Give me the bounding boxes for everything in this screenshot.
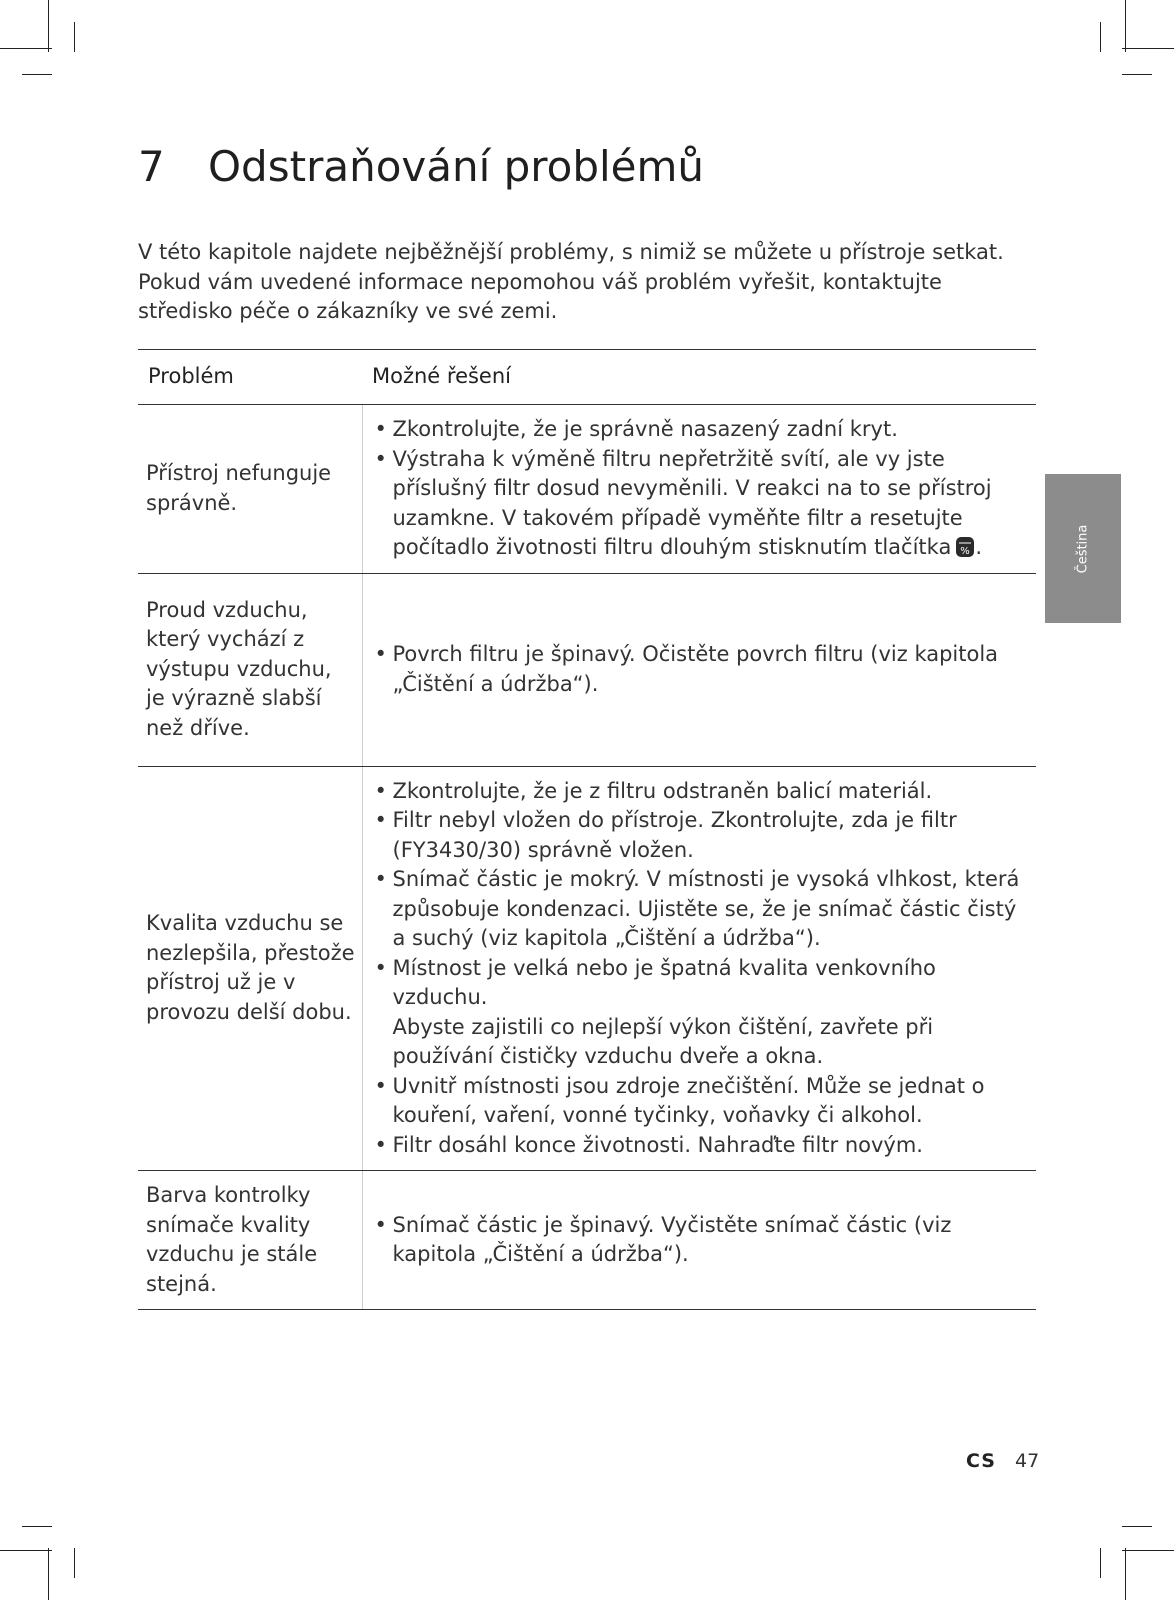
bullet: • <box>374 642 387 666</box>
crop-mark <box>1125 1548 1126 1600</box>
solution-list <box>373 777 1033 1161</box>
crop-mark <box>48 0 49 52</box>
table-header-row <box>138 350 1036 405</box>
crop-mark <box>1122 74 1152 75</box>
crop-mark <box>74 22 75 52</box>
crop-mark <box>1122 48 1174 49</box>
table-row <box>138 1171 1036 1310</box>
list-item: • Filtr dosáhl konce životnosti. Nahraďte filtr novým. <box>373 1131 1033 1161</box>
table-row <box>138 766 1036 1171</box>
list-item: • Filtr nebyl vložen do přístroje. Zkontrolujte, zda je filtr (FY3430/30) správně vložen. <box>374 808 957 862</box>
solution-cell <box>362 766 1036 1171</box>
crop-mark <box>1100 1548 1101 1578</box>
side-tab-label: Čeština <box>1075 524 1091 573</box>
crop-mark <box>22 1526 52 1527</box>
solution-list <box>373 1211 1033 1270</box>
intro-paragraph: V této kapitole najdete nejběžnější problémy, s nimiž se můžete u přístroje setkat. Pokud vám uvedené informace nepomohou váš problém vyřešit, kontaktujte středisko péče o zákazníky ve své zemi. <box>138 240 1004 323</box>
list-item: • Snímač částic je špinavý. Vyčistěte snímač částic (viz kapitola „Čištění a údržba“). <box>374 1212 952 1266</box>
list-item: • Povrch filtru je špinavý. Očistěte povrch filtru (viz kapitola „Čištění a údržba“). <box>374 642 999 696</box>
table-row <box>138 405 1036 574</box>
language-side-tab <box>1045 474 1121 623</box>
list-item-continuation: Abyste zajistili co nejlepší výkon čištění, zavřete při používání čističky vzduchu dveře a okna. <box>392 1014 934 1068</box>
troubleshooting-table <box>138 349 1036 1310</box>
problem-cell: Kvalita vzduchu se nezlepšila, přestože přístroj už je v provozu delší dobu. <box>138 766 362 1171</box>
svg-text:%: % <box>960 546 971 557</box>
crop-mark <box>0 1550 52 1551</box>
bullet: • <box>374 867 387 891</box>
list-item: • Výstraha k výměně filtru nepřetržitě svítí, ale vy jste příslušný filtr dosud nevyměnili. V reakci na to se přístroj uzamkne. V takovém případě vyměňte filtr a resetujte počítadlo životnosti filtru dlouhým stisknutím tlačítka % . <box>374 446 992 559</box>
crop-mark <box>22 74 52 75</box>
list-item: • Místnost je velká nebo je špatná kvalita venkovního vzduchu. Abyste zajistili co nejlepší výkon čištění, zavřete při používání čističky vzduchu dveře a okna. <box>373 954 1033 1072</box>
bullet: • <box>374 1132 387 1157</box>
column-header-solution: Možné řešení <box>362 350 1036 405</box>
solution-list <box>373 640 1033 699</box>
chapter-number: 7 <box>138 142 165 191</box>
column-header-problem: Problém <box>138 350 362 405</box>
footer-language-code: CS <box>966 1450 996 1472</box>
crop-mark <box>48 1548 49 1600</box>
bullet: • <box>374 778 387 803</box>
crop-mark <box>74 1548 75 1578</box>
bullet: • <box>374 808 387 832</box>
list-item: • Zkontrolujte, že je správně nasazený zadní kryt. <box>373 415 1033 445</box>
solution-cell <box>362 405 1036 574</box>
problem-cell: Proud vzduchu, který vychází z výstupu vzduchu, je výrazně slabší než dříve. <box>138 573 362 766</box>
filter-reset-button-icon <box>955 536 975 558</box>
bullet: • <box>374 446 387 471</box>
page-number: 47 <box>1015 1450 1040 1472</box>
list-item: • Snímač částic je mokrý. V místnosti je vysoká vlhkost, která způsobuje kondenzaci. Ujistěte se, že je snímač částic čistý a suchý (viz kapitola „Čištění a údržba“). <box>374 867 1020 950</box>
problem-cell: Barva kontrolky snímače kvality vzduchu je stále stejná. <box>138 1171 362 1310</box>
list-item: • Zkontrolujte, že je z filtru odstraněn balicí materiál. <box>373 777 1033 807</box>
solution-list <box>373 415 1033 563</box>
solution-cell <box>362 1171 1036 1310</box>
bullet: • <box>374 1073 387 1098</box>
bullet: • <box>374 417 387 441</box>
problem-cell: Přístroj nefunguje správně. <box>138 405 362 574</box>
bullet: • <box>374 955 387 980</box>
chapter-title: Odstraňování problémů <box>208 142 705 191</box>
crop-mark <box>0 48 52 49</box>
crop-mark <box>1122 1550 1174 1551</box>
crop-mark <box>1100 22 1101 52</box>
table-row <box>138 573 1036 766</box>
crop-mark <box>1125 0 1126 52</box>
list-item: • Uvnitř místnosti jsou zdroje znečištění. Může se jednat o kouření, vaření, vonné tyčinky, voňavky či alkohol. <box>374 1073 985 1127</box>
crop-mark <box>1122 1526 1152 1527</box>
solution-cell <box>362 573 1036 766</box>
page-title <box>138 142 704 191</box>
bullet: • <box>374 1212 387 1237</box>
